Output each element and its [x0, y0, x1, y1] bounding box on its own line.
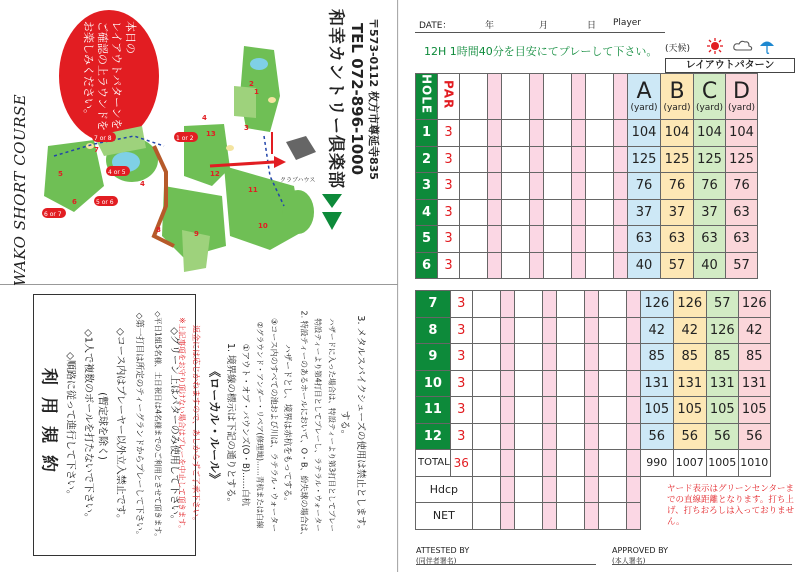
yard-b: 126	[673, 291, 706, 318]
hole-row	[416, 291, 771, 318]
putt-cell[interactable]	[488, 120, 502, 147]
yard-c: 85	[706, 344, 738, 371]
putt-cell[interactable]	[530, 120, 544, 147]
yard-b: 63	[661, 226, 694, 253]
fold-line	[0, 284, 398, 285]
score-cell[interactable]	[472, 344, 500, 371]
total-par: 36	[450, 450, 472, 477]
svg-text:4 or 5: 4 or 5	[108, 169, 126, 176]
score-cell[interactable]	[556, 423, 584, 450]
score-cell[interactable]	[460, 173, 488, 200]
club-address: 〒573-0112 枚方市尊延寺835	[367, 18, 380, 180]
hole-par: 3	[450, 370, 472, 397]
yard-a: 37	[628, 199, 661, 226]
putt-cell[interactable]	[626, 317, 640, 344]
hole-par: 3	[450, 423, 472, 450]
score-cell[interactable]	[460, 252, 488, 279]
hole-row	[416, 226, 758, 253]
putt-cell[interactable]	[500, 317, 514, 344]
hole-par: 3	[450, 291, 472, 318]
putt-cell[interactable]	[500, 423, 514, 450]
hole-row	[416, 397, 771, 424]
yard-d: 125	[726, 146, 758, 173]
putt-cell[interactable]	[614, 199, 628, 226]
attested-sign-line[interactable]	[416, 564, 596, 565]
yard-b: 105	[673, 397, 706, 424]
total-label: TOTAL	[416, 450, 451, 477]
score-cell[interactable]	[514, 370, 542, 397]
score-cell[interactable]	[586, 173, 614, 200]
yard-b: 104	[661, 120, 694, 147]
red-note: 返金には応じかねますので、あしからずご了承下さい。	[191, 325, 201, 525]
score-cell[interactable]	[460, 146, 488, 173]
bubble-text: 本日の レイアウトパターンを ご確認の上ラウンドを お楽しみください。	[82, 21, 137, 131]
putt-cell[interactable]	[542, 397, 556, 424]
map-hole-8: 8	[156, 226, 161, 234]
yard-c: 57	[706, 291, 738, 318]
rule-line: ◇グリーン上はパターのみ使用して下さい。	[168, 327, 180, 525]
score-cell[interactable]	[544, 146, 572, 173]
putt-cell[interactable]	[584, 344, 598, 371]
header-line	[415, 32, 665, 33]
month-label: 月	[539, 21, 549, 31]
putt-cell[interactable]	[488, 146, 502, 173]
putt-cell[interactable]	[572, 146, 586, 173]
yard-a: 40	[628, 252, 661, 279]
local-rule-line: する。	[339, 410, 350, 440]
weather-label: (天候)	[665, 44, 691, 54]
local-rules-title: 《ローカル・ルール》	[207, 365, 222, 485]
score-cell[interactable]	[472, 317, 500, 344]
map-hole-6: 6	[72, 198, 77, 206]
score-cell[interactable]	[544, 120, 572, 147]
hole-number: 10	[416, 370, 451, 397]
map-hole-4b: 4	[140, 180, 145, 188]
par-header: PAR	[438, 74, 460, 120]
putt-cell[interactable]	[614, 252, 628, 279]
total-b: 1007	[673, 450, 706, 477]
local-rule-line: ハザードに入った場合は、特設ティーより第3打目としてプレー	[327, 318, 337, 532]
yard-b: 85	[673, 344, 706, 371]
score-cell[interactable]	[556, 291, 584, 318]
score-cell[interactable]	[598, 423, 626, 450]
hole-row	[416, 370, 771, 397]
rules-title: 利用規約	[38, 368, 59, 484]
svg-text:6 or 7: 6 or 7	[44, 211, 62, 218]
rule-line: ◇1人で複数のボールを打たないで下さい。	[82, 329, 94, 523]
svg-text:7 or 8: 7 or 8	[94, 135, 112, 142]
yard-d: 42	[738, 317, 770, 344]
yard-d: 63	[726, 199, 758, 226]
score-cell[interactable]	[502, 173, 530, 200]
sun-icon[interactable]	[707, 38, 723, 54]
score-cell[interactable]	[544, 173, 572, 200]
hole-row	[416, 423, 771, 450]
map-hole-12: 12	[210, 170, 220, 178]
course-map	[34, 36, 324, 276]
yard-a: 76	[628, 173, 661, 200]
yard-b: 125	[661, 146, 694, 173]
putt-cell[interactable]	[542, 317, 556, 344]
front-score-table	[415, 73, 758, 279]
map-hole-11: 11	[248, 186, 258, 194]
putt-cell[interactable]	[614, 120, 628, 147]
yard-c: 104	[694, 120, 726, 147]
yard-d: 56	[738, 423, 770, 450]
hole-row	[416, 317, 771, 344]
map-hole-9: 9	[194, 230, 199, 238]
yard-c: 105	[706, 397, 738, 424]
course-title-text: WAKO SHORT COURSE	[11, 93, 29, 287]
score-cell[interactable]	[586, 120, 614, 147]
putt-cell[interactable]	[488, 252, 502, 279]
hole-number: 6	[416, 252, 438, 279]
total-a: 990	[640, 450, 673, 477]
local-rule-line: ②グラウンド・アンダー・リペア(修理地)……青杭または白線	[255, 321, 265, 529]
putt-cell[interactable]	[572, 120, 586, 147]
putt-cell[interactable]	[542, 344, 556, 371]
score-cell[interactable]	[460, 226, 488, 253]
yard-a: 56	[640, 423, 673, 450]
map-hole-7: 7	[94, 146, 99, 154]
score-cell[interactable]	[598, 397, 626, 424]
pattern-d-header: D (yard)	[726, 74, 758, 120]
pattern-c-header: C (yard)	[694, 74, 726, 120]
yard-c: 56	[706, 423, 738, 450]
map-hole-2: 2	[249, 80, 254, 88]
putt-cell[interactable]	[584, 291, 598, 318]
rule-line: ◇順路に従って進行して下さい。	[64, 352, 76, 500]
yard-a: 131	[640, 370, 673, 397]
yard-note: ヤード表示はグリーンセンターまでの直線距離となります。打ち上げ、打ちおろしは入っておりません。	[667, 484, 795, 527]
hole-row	[416, 146, 758, 173]
score-cell[interactable]	[586, 226, 614, 253]
putt-cell[interactable]	[572, 173, 586, 200]
hole-par: 3	[438, 120, 460, 147]
svg-text:5 or 6: 5 or 6	[96, 199, 114, 206]
hole-par: 3	[438, 226, 460, 253]
yard-a: 104	[628, 120, 661, 147]
net-label: NET	[416, 503, 473, 530]
yard-a: 63	[628, 226, 661, 253]
putt-cell[interactable]	[500, 344, 514, 371]
yard-b: 131	[673, 370, 706, 397]
yard-b: 76	[661, 173, 694, 200]
putt-cell[interactable]	[584, 370, 598, 397]
yard-d: 63	[726, 226, 758, 253]
score-cell[interactable]	[586, 252, 614, 279]
yard-d: 126	[738, 291, 770, 318]
score-cell[interactable]	[514, 344, 542, 371]
local-rule-line: 2. 特設ティーのあるホールにおいて、O・B、紛失球の場合は、	[299, 310, 309, 540]
score-cell[interactable]	[556, 397, 584, 424]
course-title	[2, 93, 38, 287]
putt-cell[interactable]	[530, 173, 544, 200]
player-label: Player	[613, 18, 642, 28]
score-cell[interactable]	[472, 291, 500, 318]
putt-cell[interactable]	[626, 370, 640, 397]
score-cell[interactable]	[472, 397, 500, 424]
rule-line: ◇第一打目は所定のティーグランドからプレーして下さい。	[134, 312, 144, 540]
hole-number: 5	[416, 226, 438, 253]
yard-c: 131	[706, 370, 738, 397]
score-cell[interactable]	[556, 344, 584, 371]
score-cell[interactable]	[586, 199, 614, 226]
putt-cell[interactable]	[542, 423, 556, 450]
yard-a: 105	[640, 397, 673, 424]
club-name: 和幸カントリー倶楽部	[325, 9, 346, 189]
putt-cell[interactable]	[626, 344, 640, 371]
date-label: DATE：	[419, 21, 452, 31]
usage-rules-box	[33, 294, 196, 556]
club-logo-icon	[318, 190, 346, 234]
hole-number: 12	[416, 423, 451, 450]
local-rule-line: 特設ティーより第4打目としてプレーし、ラテラル・ウォーター	[313, 318, 323, 532]
score-cell[interactable]	[460, 199, 488, 226]
map-hole-13: 13	[206, 130, 216, 138]
hole-par: 3	[450, 397, 472, 424]
pattern-b-header: B (yard)	[661, 74, 694, 120]
putt-cell[interactable]	[584, 423, 598, 450]
hole-number: 3	[416, 173, 438, 200]
map-hole-3: 3	[244, 124, 249, 132]
hole-number: 7	[416, 291, 451, 318]
yard-c: 76	[694, 173, 726, 200]
hole-row	[416, 344, 771, 371]
putt-cell[interactable]	[626, 397, 640, 424]
score-cell[interactable]	[502, 146, 530, 173]
local-rule-line: 1. 境界線の標示は下記の通りとする。	[225, 342, 236, 508]
score-cell[interactable]	[472, 370, 500, 397]
yard-c: 40	[694, 252, 726, 279]
hdcp-label: Hdcp	[416, 476, 473, 503]
yard-a: 42	[640, 317, 673, 344]
hole-row	[416, 173, 758, 200]
yard-d: 76	[726, 173, 758, 200]
course-info-panel	[0, 0, 398, 572]
rule-line: ◇平日1組5名様、土日祝日は4名様までのご利用とさせて頂きます。	[153, 311, 163, 541]
red-note: ※上記事項をお守り頂けない場合はプレーを中止して頂きます。	[177, 317, 187, 533]
local-rule-line: ③コース内のすべての池および川は、ラテラル・ウォーター	[269, 317, 279, 533]
hole-number: 11	[416, 397, 451, 424]
hole-row	[416, 252, 758, 279]
yard-a: 85	[640, 344, 673, 371]
day-label: 日	[587, 21, 597, 31]
putt-cell[interactable]	[530, 226, 544, 253]
score-cell[interactable]	[544, 226, 572, 253]
score-cell[interactable]	[586, 146, 614, 173]
yard-a: 125	[628, 146, 661, 173]
score-cell[interactable]	[502, 252, 530, 279]
putt-cell[interactable]	[584, 317, 598, 344]
rule-line: (暫定球を除く)	[96, 392, 108, 460]
svg-text:1 or 2: 1 or 2	[176, 135, 194, 142]
yard-d: 57	[726, 252, 758, 279]
putt-cell[interactable]	[530, 252, 544, 279]
score-cell[interactable]	[544, 252, 572, 279]
umbrella-icon[interactable]	[759, 38, 775, 54]
score-cell[interactable]	[502, 120, 530, 147]
yard-b: 37	[661, 199, 694, 226]
score-cell[interactable]	[598, 317, 626, 344]
score-cell[interactable]	[598, 344, 626, 371]
hole-par: 3	[438, 146, 460, 173]
hole-number: 2	[416, 146, 438, 173]
svg-text:クラブハウス: クラブハウス	[280, 177, 316, 184]
putt-cell[interactable]	[488, 226, 502, 253]
club-tel: TEL 072-896-1000	[348, 22, 366, 176]
hole-par: 3	[438, 252, 460, 279]
score-cell[interactable]	[514, 291, 542, 318]
score-cell[interactable]	[544, 199, 572, 226]
score-cell[interactable]	[502, 199, 530, 226]
yard-c: 63	[694, 226, 726, 253]
yard-b: 56	[673, 423, 706, 450]
putt-cell[interactable]	[572, 226, 586, 253]
putt-cell[interactable]	[614, 173, 628, 200]
yard-c: 37	[694, 199, 726, 226]
hole-row	[416, 199, 758, 226]
score-cell[interactable]	[502, 226, 530, 253]
hole-row	[416, 120, 758, 147]
hole-par: 3	[450, 317, 472, 344]
putt-cell[interactable]	[542, 291, 556, 318]
total-row	[416, 450, 771, 477]
pattern-a-header: A (yard)	[628, 74, 661, 120]
putt-cell[interactable]	[488, 199, 502, 226]
putt-cell[interactable]	[488, 173, 502, 200]
map-hole-1: 1	[254, 88, 259, 96]
attested-sub: (同伴者署名)	[416, 557, 457, 565]
yard-c: 125	[694, 146, 726, 173]
score-cell[interactable]	[514, 423, 542, 450]
map-hole-10: 10	[258, 222, 268, 230]
cloud-icon[interactable]	[733, 38, 753, 54]
approved-sign-line[interactable]	[612, 564, 792, 565]
putt-cell[interactable]	[572, 252, 586, 279]
putt-cell[interactable]	[500, 397, 514, 424]
yard-b: 42	[673, 317, 706, 344]
putt-cell[interactable]	[500, 370, 514, 397]
score-cell[interactable]	[598, 370, 626, 397]
hole-par: 3	[450, 344, 472, 371]
rule-line: ◇コース内はプレーヤー以外立入禁止です。	[114, 328, 126, 524]
layout-pattern-header: レイアウトパターン	[665, 58, 795, 73]
hole-par: 3	[438, 173, 460, 200]
map-hole-5: 5	[58, 170, 63, 178]
hole-number: 4	[416, 199, 438, 226]
total-c: 1005	[706, 450, 738, 477]
score-cell[interactable]	[556, 317, 584, 344]
putt-cell[interactable]	[584, 397, 598, 424]
yard-d: 131	[738, 370, 770, 397]
yard-d: 104	[726, 120, 758, 147]
putt-cell[interactable]	[626, 291, 640, 318]
yard-c: 126	[706, 317, 738, 344]
hole-number: 9	[416, 344, 451, 371]
putt-cell[interactable]	[614, 146, 628, 173]
approved-sub: (本人署名)	[612, 557, 646, 565]
putt-cell[interactable]	[542, 370, 556, 397]
attested-label: ATTESTED BY	[416, 546, 470, 555]
local-rule-line: 3. メタルスパイクシューズの使用は禁止とします。	[355, 315, 366, 535]
score-cell[interactable]	[460, 120, 488, 147]
scorecard	[399, 0, 800, 572]
score-cell[interactable]	[514, 317, 542, 344]
play-time-notice: 12H 1時間40分を目安にてプレーして下さい。	[424, 45, 658, 58]
local-rule-line: ハザードとし、境界は赤杭をもってする。	[282, 344, 292, 506]
putt-cell[interactable]	[614, 226, 628, 253]
local-rule-line: ①アウト・オブ・バウンズ(O・B)……白杭	[240, 343, 250, 507]
yard-a: 126	[640, 291, 673, 318]
hole-number: 8	[416, 317, 451, 344]
putt-cell[interactable]	[530, 199, 544, 226]
yard-d: 105	[738, 397, 770, 424]
year-label: 年	[485, 21, 495, 31]
score-cell[interactable]	[598, 291, 626, 318]
hole-par: 3	[438, 199, 460, 226]
putt-cell[interactable]	[500, 291, 514, 318]
yard-d: 85	[738, 344, 770, 371]
hole-header: HOLE	[416, 74, 438, 120]
approved-label: APPROVED BY	[612, 546, 669, 555]
score-cell[interactable]	[472, 423, 500, 450]
putt-cell[interactable]	[572, 199, 586, 226]
total-d: 1010	[738, 450, 770, 477]
score-cell[interactable]	[556, 370, 584, 397]
yard-b: 57	[661, 252, 694, 279]
score-cell[interactable]	[514, 397, 542, 424]
putt-cell[interactable]	[626, 423, 640, 450]
putt-cell[interactable]	[530, 146, 544, 173]
map-hole-4a: 4	[202, 114, 207, 122]
hole-number: 1	[416, 120, 438, 147]
